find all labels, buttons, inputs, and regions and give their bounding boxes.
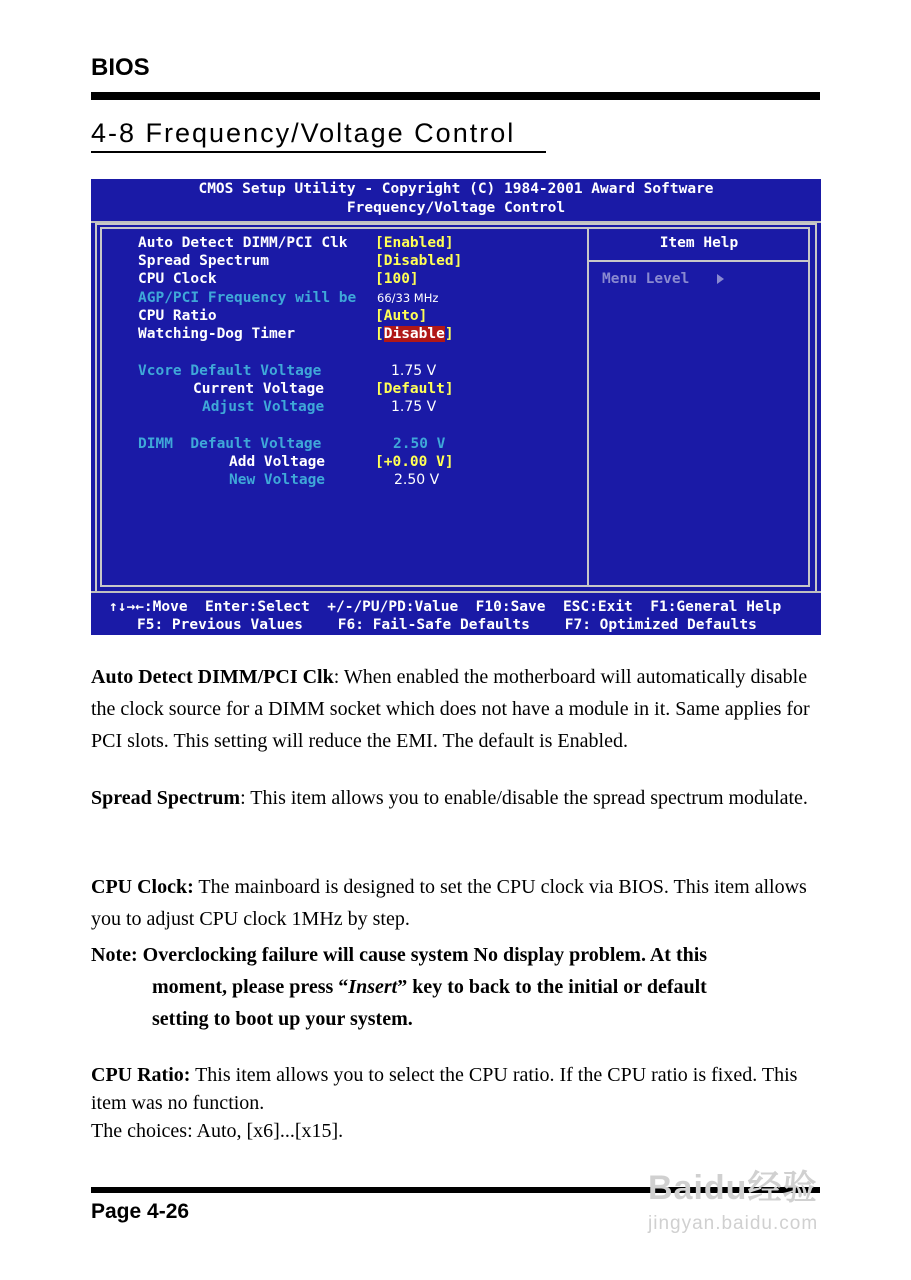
setting-label-current-voltage[interactable]: Current Voltage <box>193 381 324 397</box>
bracket-open: [ <box>375 326 384 342</box>
note-line-2 <box>91 971 823 1003</box>
bios-header-line2: Frequency/Voltage Control <box>346 200 566 216</box>
note-line-2-start: moment, please press “ <box>152 976 349 998</box>
help-menu-level <box>602 271 724 287</box>
setting-value-dimm-default-voltage: 2.50 V <box>393 436 446 452</box>
bios-header <box>91 179 821 222</box>
term-auto-detect: Auto Detect DIMM/PCI Clk <box>91 666 334 688</box>
header-title: BIOS <box>91 54 150 81</box>
bios-help-title-divider <box>588 260 810 262</box>
bios-screenshot <box>91 179 821 635</box>
setting-value-agp-pci-frequency: 66/33 MHz <box>377 291 439 305</box>
setting-value-cpu-clock[interactable]: [100] <box>375 271 419 287</box>
setting-value-current-voltage[interactable]: [Default] <box>375 381 454 397</box>
setting-label-agp-pci-frequency: AGP/PCI Frequency will be <box>138 290 357 306</box>
setting-label-auto-detect[interactable]: Auto Detect DIMM/PCI Clk <box>138 235 348 251</box>
text-cpu-clock: The mainboard is designed to set the CPU clock via BIOS. This item allows you to adjust CPU clock 1MHz by step. <box>91 876 807 930</box>
paragraph-spread-spectrum <box>91 782 823 814</box>
setting-label-cpu-clock[interactable]: CPU Clock <box>138 271 217 287</box>
watermark-line1: Baidu经验 <box>648 1169 818 1207</box>
note-insert-key: Insert <box>348 976 398 998</box>
setting-value-vcore-default-voltage: 1.75 V <box>391 363 437 379</box>
bios-footer-separator <box>91 591 821 593</box>
text-cpu-ratio: This item allows you to select the CPU ratio. If the CPU ratio is fixed. This item was no function. <box>91 1064 798 1114</box>
setting-value-auto-detect[interactable]: [Enabled] <box>375 235 454 251</box>
selected-value-highlight[interactable]: Disable <box>383 326 445 342</box>
paragraph-auto-detect <box>91 661 823 757</box>
note-line-2-end: ” key to back to the initial or default <box>397 976 707 998</box>
help-menu-level-label: Menu Level <box>602 271 690 287</box>
note-overclocking <box>91 939 823 1035</box>
setting-label-cpu-ratio[interactable]: CPU Ratio <box>138 308 217 324</box>
watermark-logo <box>648 1160 818 1235</box>
setting-value-watching-dog-timer[interactable] <box>375 325 454 343</box>
bios-help-divider <box>587 227 589 587</box>
setting-label-dimm-default-voltage: DIMM Default Voltage <box>138 436 322 452</box>
text-auto-detect: : When enabled the motherboard will automatically disable the clock source for a DIMM socket which does not have a module in it. Same applies for PCI slots. This setting will reduce the EMI. The default is Enabled. <box>91 666 810 752</box>
text-spread-spectrum: : This item allows you to enable/disable the spread spectrum modulate. <box>240 787 808 809</box>
setting-label-add-voltage[interactable]: Add Voltage <box>229 454 326 470</box>
setting-value-cpu-ratio[interactable]: [Auto] <box>375 308 428 324</box>
text-cpu-ratio-choices: The choices: Auto, [x6]...[x15]. <box>91 1120 344 1142</box>
paragraph-cpu-clock <box>91 871 823 935</box>
setting-label-vcore-default-voltage: Vcore Default Voltage <box>138 363 322 379</box>
term-spread-spectrum: Spread Spectrum <box>91 787 241 809</box>
setting-label-watching-dog-timer[interactable]: Watching-Dog Timer <box>138 326 296 342</box>
setting-value-add-voltage[interactable]: [+0.00 V] <box>375 454 454 470</box>
note-line-1: Note: Overclocking failure will cause system No display problem. At this <box>91 944 708 966</box>
setting-value-adjust-voltage: 1.75 V <box>391 399 437 415</box>
setting-label-spread-spectrum[interactable]: Spread Spectrum <box>138 253 269 269</box>
setting-label-new-voltage: New Voltage <box>229 472 326 488</box>
bracket-close: ] <box>444 326 454 342</box>
setting-label-adjust-voltage: Adjust Voltage <box>202 399 325 415</box>
setting-value-new-voltage: 2.50 V <box>394 472 440 488</box>
paragraph-cpu-ratio <box>91 1061 823 1145</box>
section-title: 4-8 Frequency/Voltage Control <box>91 118 516 148</box>
bios-footer-keys-line2: F5: Previous Values F6: Fail-Safe Defaults F7: Optimized Defaults <box>137 617 757 633</box>
setting-value-spread-spectrum[interactable]: [Disabled] <box>375 253 463 269</box>
note-line-3: setting to boot up your system. <box>152 1008 413 1030</box>
section-underline <box>91 151 546 153</box>
term-cpu-clock: CPU Clock: <box>91 876 194 898</box>
triangle-right-icon <box>717 274 724 284</box>
item-help-title: Item Help <box>659 235 739 251</box>
bios-header-line1: CMOS Setup Utility - Copyright (C) 1984-2001 Award Software <box>198 181 714 197</box>
header-rule <box>91 92 820 100</box>
term-cpu-ratio: CPU Ratio: <box>91 1064 191 1086</box>
watermark-line2: jingyan.baidu.com <box>648 1213 819 1234</box>
page-number: Page 4-26 <box>91 1200 190 1223</box>
bios-footer-keys-line1: ↑↓→←:Move Enter:Select +/-/PU/PD:Value F10:Save ESC:Exit F1:General Help <box>109 599 782 615</box>
